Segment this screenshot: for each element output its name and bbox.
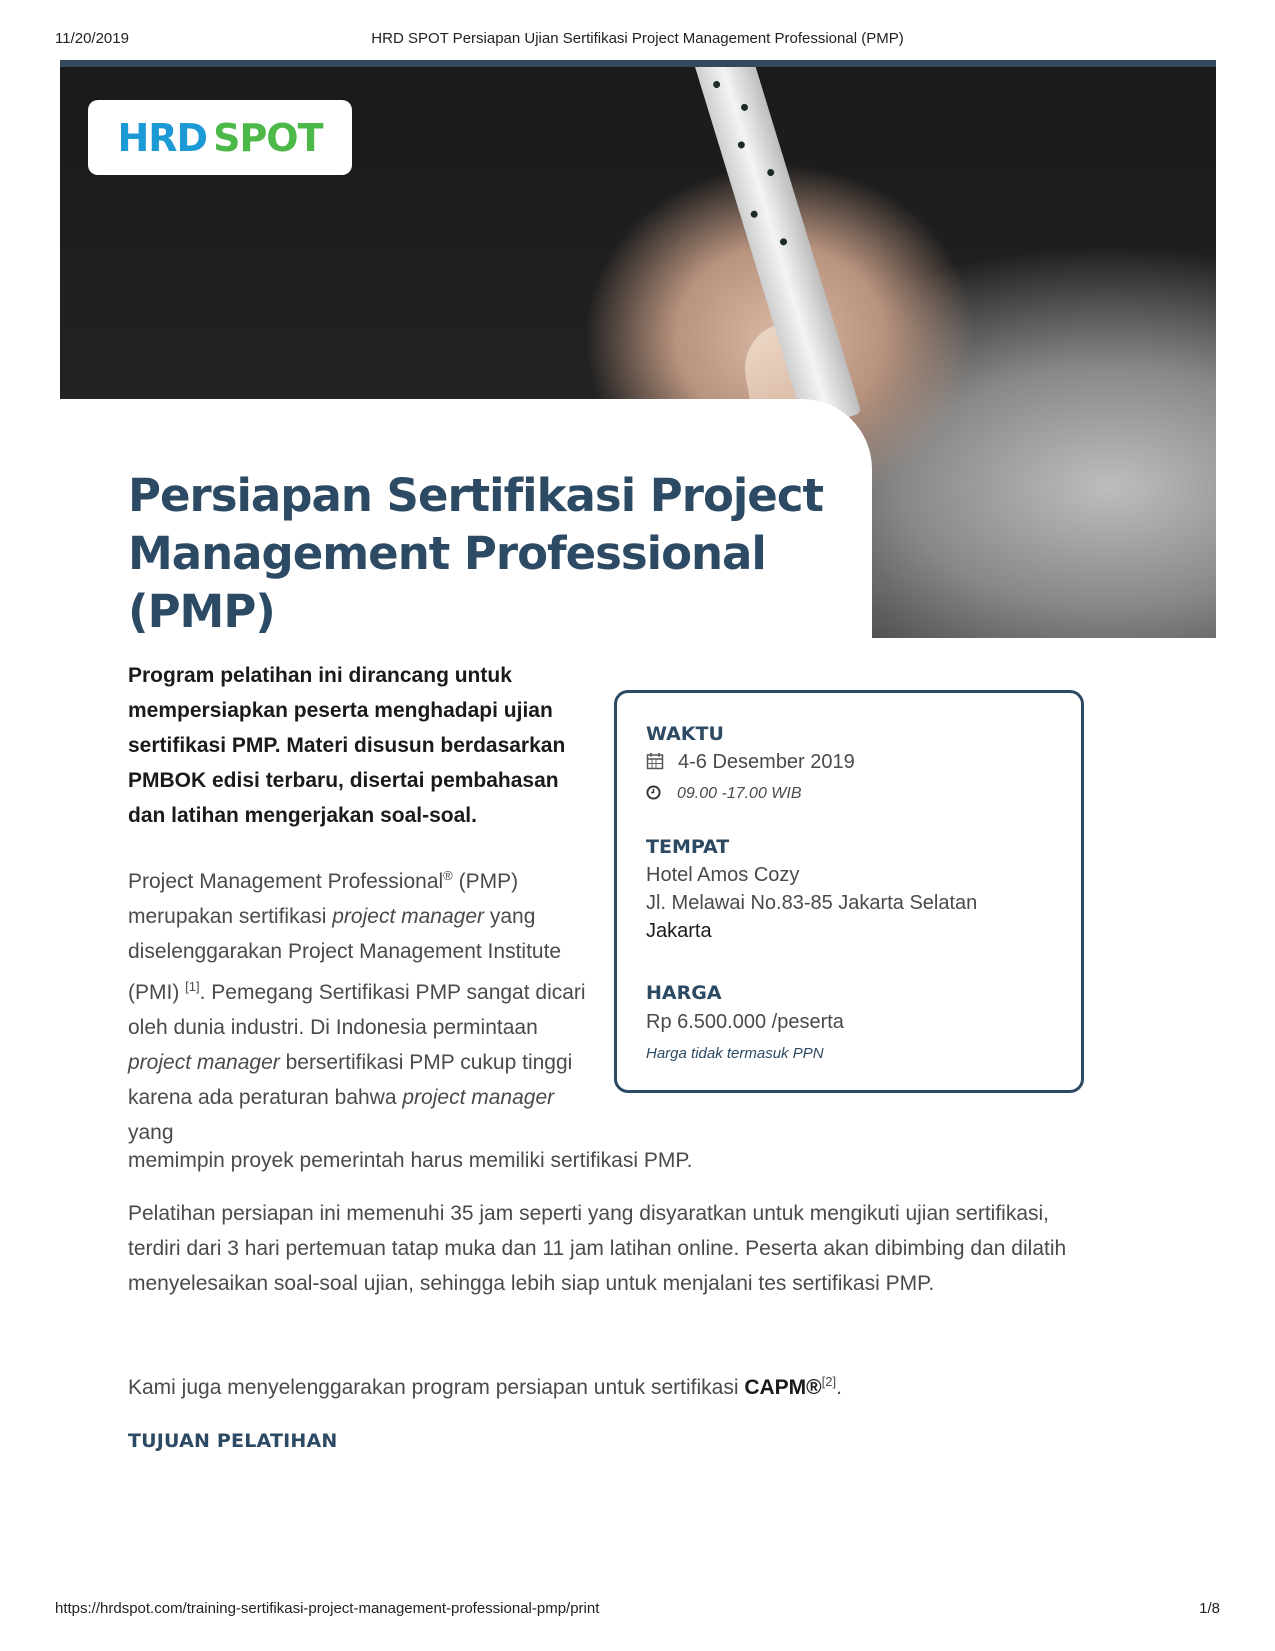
training-paragraph: Pelatihan persiapan ini memenuhi 35 jam seperti yang disyaratkan untuk mengikuti ujian sertifikasi, terdiri dari 3 hari pertemuan tatap muka dan 11 jam latihan online. Peserta akan dibimbing dan dilatih menyelesaikan soal-soal ujian, sehingga lebih siap untuk menjalani tes sertifikasi PMP. [128, 1202, 1067, 1295]
calendar-icon [646, 752, 664, 770]
capm-paragraph: Kami juga menyelenggarakan program persiapan untuk sertifikasi CAPM®[2]. [128, 1374, 842, 1399]
description-paragraph-tail: memimpin proyek pemerintah harus memiliki sertifikasi PMP. [128, 1149, 693, 1172]
print-date: 11/20/2019 [55, 30, 129, 47]
venue-address: Jl. Melawai No.83-85 Jakarta Selatan [646, 892, 978, 914]
title-card [60, 399, 872, 638]
page-title: Persiapan Sertifikasi Project Management Professional (PMP) [128, 469, 823, 638]
price-note: Harga tidak termasuk PPN [646, 1045, 824, 1062]
page-number: 1/8 [1199, 1600, 1220, 1617]
footnote-link-2[interactable]: [2] [821, 1374, 837, 1389]
tempat-label: TEMPAT [646, 836, 730, 858]
print-header [55, 30, 1220, 52]
capm-link[interactable]: CAPM® [744, 1376, 822, 1399]
section-heading-tujuan: TUJUAN PELATIHAN [128, 1430, 338, 1452]
intro-text: Program pelatihan ini dirancang untuk mempersiapkan peserta menghadapi ujian sertifikasi PMP. Materi disusun berdasarkan PMBOK edisi terbaru, disertai pembahasan dan latihan mengerjakan soal-soal. [128, 664, 566, 827]
event-info-box [614, 690, 1084, 1093]
hero-banner [60, 60, 1216, 638]
page-url: https://hrdspot.com/training-sertifikasi-project-management-professional-pmp/print [55, 1600, 600, 1617]
waktu-label: WAKTU [646, 723, 724, 745]
price: Rp 6.500.000 /peserta [646, 1011, 844, 1033]
logo-spot: SPOT [213, 115, 323, 160]
harga-label: HARGA [646, 982, 722, 1004]
print-footer [55, 1600, 1220, 1622]
event-date: 4-6 Desember 2019 [646, 751, 855, 774]
print-page-title: HRD SPOT Persiapan Ujian Sertifikasi Project Management Professional (PMP) [371, 30, 904, 47]
event-time: 09.00 -17.00 WIB [646, 785, 802, 803]
venue-name: Hotel Amos Cozy [646, 864, 800, 886]
venue-city: Jakarta [646, 920, 712, 942]
logo[interactable] [88, 100, 352, 175]
footnote-link-1[interactable]: [1] [185, 979, 200, 994]
clock-icon [646, 785, 661, 800]
logo-hrd: HRD [117, 115, 208, 160]
description-paragraph: Project Management Professional® (PMP) merupakan sertifikasi project manager yang diselenggarakan Project Management Institute (PMI) [1]. Pemegang Sertifikasi PMP sangat dicari oleh dunia industri. Di Indonesia permintaan project manager bersertifikasi PMP cukup tinggi karena ada peraturan bahwa project manager yang [128, 868, 586, 1144]
